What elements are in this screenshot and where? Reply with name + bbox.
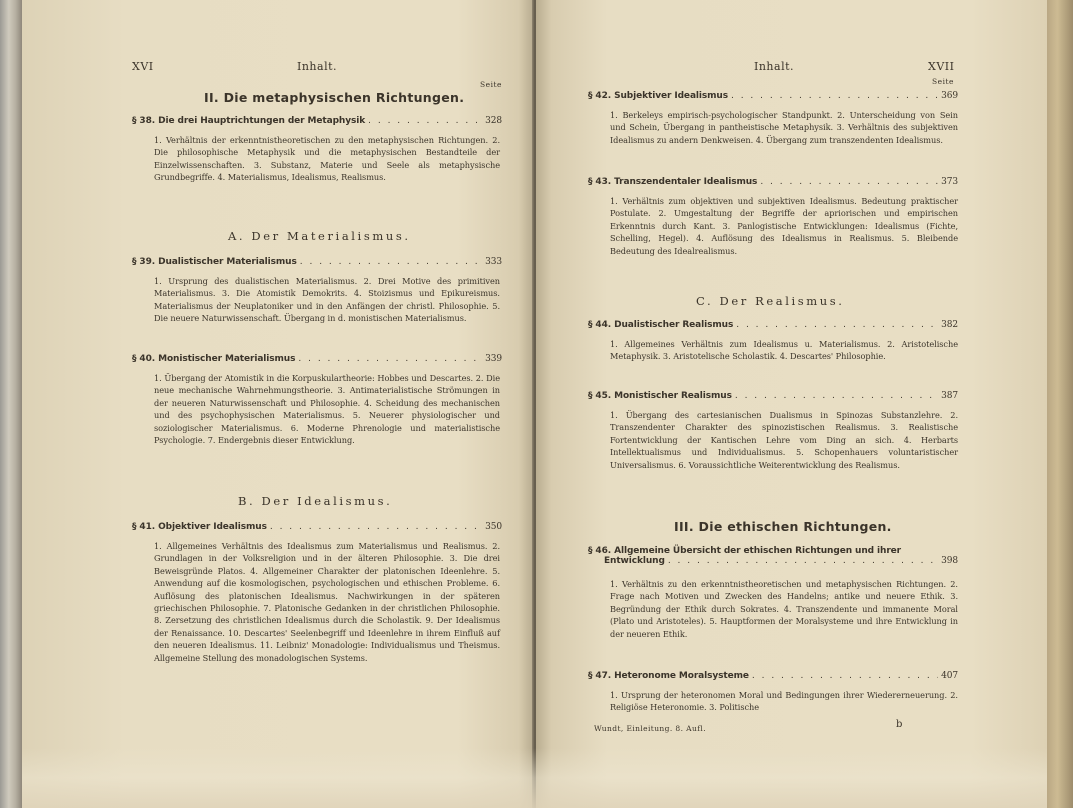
toc-page-number: 382: [941, 320, 958, 330]
leader-dots: [735, 391, 938, 401]
toc-entry-title: § 45. Monistischer Realismus: [588, 391, 732, 401]
left-page: [22, 0, 534, 808]
toc-page-number: 333: [485, 257, 502, 267]
leader-dots: [731, 91, 938, 101]
toc-entry-42: [588, 91, 958, 101]
toc-entry-title-line2: Entwicklung: [604, 556, 665, 566]
leader-dots: [298, 354, 482, 364]
left-page-number: XVI: [132, 60, 154, 73]
toc-page-number: 387: [941, 391, 958, 401]
toc-entry-47: [588, 671, 958, 681]
leader-dots: [300, 257, 482, 267]
section-heading-c: C. Der Realismus.: [696, 294, 845, 308]
leader-dots: [668, 556, 938, 566]
toc-entry-45: [588, 391, 958, 401]
left-running-head: Inhalt.: [297, 60, 338, 73]
section-heading-a: A. Der Materialismus.: [228, 229, 411, 243]
leader-dots: [368, 116, 482, 126]
toc-entry-title: § 42. Subjektiver Idealismus: [588, 91, 728, 101]
toc-entry-39: [132, 257, 502, 267]
toc-entry-39-summary: 1. Ursprung des dualistischen Materialismus. 2. Drei Motive des primitiven Materialismus. 3. Die Atomistik Demokrits. 4. Stoizismus und Epikureismus. Materialismus der Neuplatoniker und in den Anfängen der christl. Philosophie. 5. Die neuere Naturwissenschaft. Übergang in d. monistischen Materialismus.: [154, 276, 500, 324]
toc-page-number: 407: [941, 671, 958, 681]
toc-entry-43-summary: 1. Verhältnis zum objektiven und subjektiven Idealismus. Bedeutung praktischer Postulate. 2. Umgestaltung der Begriffe der apriorischen und empirischen Erkenntnis durch Kant. 3. Panlogistische Entwicklungen: Idealismus (Fichte, Schelling, Hegel). 4. Auflösung des Idealismus in Realismus. 5. Bleibende Bedeutung des Idealrealismus.: [610, 196, 958, 256]
footer-signature-line: Wundt, Einleitung. 8. Aufl.: [594, 724, 706, 733]
book-edge-left: [0, 0, 22, 808]
toc-entry-44: [588, 320, 958, 330]
toc-entry-title: § 40. Monistischer Materialismus: [132, 354, 296, 364]
toc-entry-42-summary: 1. Berkeleys empirisch-psychologischer Standpunkt. 2. Unterscheidung von Sein und Schein, Übergang in pantheistische Metaphysik. 3. Verhältnis des subjektiven Idealismus zu andern Denkweisen. 4. Übergang zum transzendenten Idealismus.: [610, 110, 958, 145]
toc-entry-title: § 44. Dualistischer Realismus: [588, 320, 734, 330]
right-page: [536, 0, 1047, 808]
left-seite-label: Seite: [480, 80, 502, 89]
toc-page-number: 373: [941, 177, 958, 187]
leader-dots: [736, 320, 938, 330]
toc-entry-38: [132, 116, 502, 126]
toc-entry-title: § 39. Dualistischer Materialismus: [132, 257, 297, 267]
toc-entry-40: [132, 354, 502, 364]
toc-page-number: 398: [941, 556, 958, 566]
section-heading-b: B. Der Idealismus.: [238, 494, 393, 508]
toc-entry-title: § 47. Heteronome Moralsysteme: [588, 671, 749, 681]
leader-dots: [760, 177, 938, 187]
toc-entry-46-summary: 1. Verhältnis zu den erkenntnistheoretischen und metaphysischen Richtungen. 2. Frage nach Motiven und Zwecken des Handelns; antike und neuere Ethik. 3. Begründung der Ethik durch Sokrates. 4. Transzendente und immanente Moral (Plato und Aristoteles). 5. Hauptformen der Moralsysteme und ihre Entwicklung in der neueren Ethik.: [610, 579, 958, 639]
printer-signature: b: [896, 719, 903, 730]
right-seite-label: Seite: [932, 77, 954, 86]
toc-entry-title-line2-row: [588, 556, 958, 566]
part-heading-2: II. Die metaphysischen Richtungen.: [204, 90, 465, 105]
toc-entry-title: § 43. Transzendentaler Idealismus: [588, 177, 758, 187]
toc-page-number: 369: [941, 91, 958, 101]
toc-page-number: 339: [485, 354, 502, 364]
toc-entry-title: § 41. Objektiver Idealismus: [132, 522, 267, 532]
right-page-number: XVII: [928, 60, 955, 73]
toc-entry-45-summary: 1. Übergang des cartesianischen Dualismus in Spinozas Substanzlehre. 2. Transzendenter Charakter des spinozistischen Realismus. 3. Realistische Fortentwicklung der Kantischen Lehre vom Ding an sich. 4. Herbarts Intellektualismus und Individualismus. 5. Schopenhauers voluntaristischer Universalismus. 6. Voraussichtliche Weiterentwicklung des Realismus.: [610, 410, 958, 470]
toc-entry-44-summary: 1. Allgemeines Verhältnis zum Idealismus u. Materialismus. 2. Aristotelische Metaphysik. 3. Aristotelische Scholastik. 4. Descartes' Philosophie.: [610, 339, 958, 362]
toc-entry-47-summary: 1. Ursprung der heteronomen Moral und Bedingungen ihrer Wiedererneuerung. 2. Religiöse Heteronomie. 3. Politische: [610, 690, 958, 713]
leader-dots: [270, 522, 482, 532]
book-edge-right: [1047, 0, 1073, 808]
toc-entry-41: [132, 522, 502, 532]
part-heading-3: III. Die ethischen Richtungen.: [674, 519, 892, 534]
toc-page-number: 350: [485, 522, 502, 532]
toc-entry-41-summary: 1. Allgemeines Verhältnis des Idealismus zum Materialismus und Realismus. 2. Grundlagen in der Volksreligion und in der älteren Philosophie. 3. Die drei Beweisgründe Platos. 4. Allgemeiner Charakter der platonischen Ideenlehre. 5. Anwendung auf die kosmologischen, psychologischen und ethischen Probleme. 6. Auflösung des platonischen Idealismus. Nachwirkungen in der späteren griechischen Philosophie. 7. Platonische Gedanken in der christlichen Philosophie. 8. Zersetzung des christlichen Idealismus durch die Scholastik. 9. Der Idealismus der Renaissance. 10. Descartes' Seelenbegriff und Ideenlehre in ihrem Einfluß auf den neueren Idealismus. 11. Leibniz' Monadologie: Individualismus und Theismus. Allgemeine Stellung des monadologischen Systems.: [154, 541, 500, 663]
toc-entry-40-summary: 1. Übergang der Atomistik in die Korpuskulartheorie: Hobbes und Descartes. 2. Die neue mechanische Wahrnehmungstheorie. 3. Antimaterialistische Strömungen in der neueren Naturwissenschaft und Philosophie. 4. Scheidung des mechanischen und des psychophysischen Materialismus. 5. Neuerer physiologischer und soziologischer Materialismus. 6. Moderne Phrenologie und materialistische Psychologie. 7. Endergebnis dieser Entwicklung.: [154, 373, 500, 446]
toc-entry-43: [588, 177, 958, 187]
toc-entry-title-line1: § 46. Allgemeine Übersicht der ethischen Richtungen und ihrer: [588, 546, 902, 556]
toc-page-number: 328: [485, 116, 502, 126]
leader-dots: [752, 671, 938, 681]
right-running-head: Inhalt.: [754, 60, 795, 73]
page-bottom-fade: [22, 748, 1047, 808]
toc-entry-title: § 38. Die drei Hauptrichtungen der Metaphysik: [132, 116, 366, 126]
toc-entry-46: [588, 546, 958, 566]
toc-entry-38-summary: 1. Verhältnis der erkenntnistheoretischen zu den metaphysischen Richtungen. 2. Die philosophische Metaphysik und die metaphysischen Bestandteile der Einzelwissenschaften. 3. Substanz, Materie und Seele als metaphysische Grundbegriffe. 4. Materialismus, Idealismus, Realismus.: [154, 135, 500, 183]
